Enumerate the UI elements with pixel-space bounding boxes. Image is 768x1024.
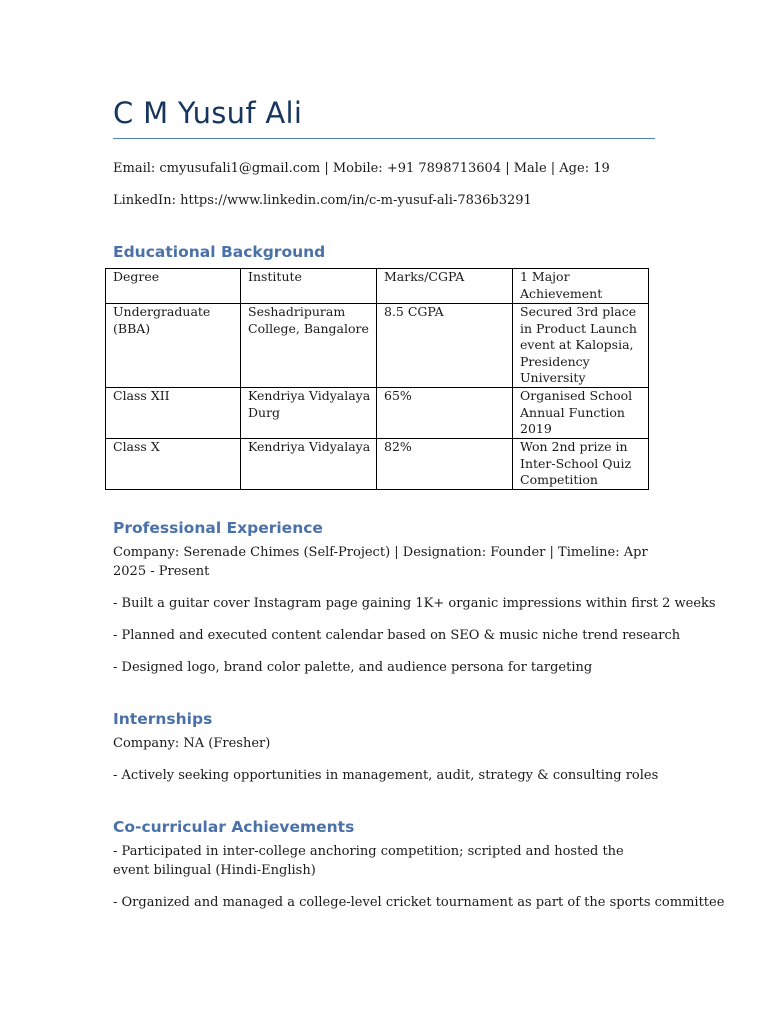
table-cell: Undergraduate (BBA) — [106, 304, 241, 388]
table-cell: Class X — [106, 439, 241, 490]
table-cell: Class XII — [106, 388, 241, 439]
internships-heading: Internships — [113, 710, 213, 728]
table-cell: 65% — [377, 388, 513, 439]
experience-bullet: - Designed logo, brand color palette, and audience persona for targeting — [113, 660, 593, 675]
contact-line: Email: cmyusufali1@gmail.com | Mobile: +91 7898713604 | Male | Age: 19 — [113, 161, 610, 176]
table-cell: Seshadripuram College, Bangalore — [241, 304, 377, 388]
education-table — [105, 268, 649, 490]
table-cell: Secured 3rd place in Product Launch event at Kalopsia, Presidency University — [513, 304, 649, 388]
internship-company: Company: NA (Fresher) — [113, 736, 271, 751]
cocurricular-bullet: - Participated in inter-college anchoring competition; scripted and hosted the event bilingual (Hindi-English) — [113, 844, 624, 878]
name-underline — [113, 138, 655, 139]
table-cell: Won 2nd prize in Inter-School Quiz Competition — [513, 439, 649, 490]
column-header-degree: Degree — [106, 269, 241, 304]
table-cell: Kendriya Vidyalaya — [241, 439, 377, 490]
education-heading: Educational Background — [113, 243, 326, 261]
table-row — [106, 304, 649, 388]
table-row — [106, 388, 649, 439]
column-header-institute: Institute — [241, 269, 377, 304]
experience-bullet: - Built a guitar cover Instagram page gaining 1K+ organic impressions within first 2 weeks — [113, 596, 716, 611]
internship-bullet: - Actively seeking opportunities in management, audit, strategy & consulting roles — [113, 768, 659, 783]
table-cell: 82% — [377, 439, 513, 490]
linkedin-line: LinkedIn: https://www.linkedin.com/in/c-m-yusuf-ali-7836b3291 — [113, 193, 532, 208]
table-cell: 8.5 CGPA — [377, 304, 513, 388]
table-cell: Kendriya Vidyalaya Durg — [241, 388, 377, 439]
education-table-header-row — [106, 269, 649, 304]
cocurricular-bullet: - Organized and managed a college-level cricket tournament as part of the sports committee — [113, 895, 725, 910]
cocurricular-heading: Co-curricular Achievements — [113, 818, 355, 836]
candidate-name: C M Yusuf Ali — [113, 96, 303, 130]
table-row — [106, 439, 649, 490]
column-header-marks: Marks/CGPA — [377, 269, 513, 304]
experience-heading: Professional Experience — [113, 519, 323, 537]
column-header-achievement: 1 Major Achievement — [513, 269, 649, 304]
table-cell: Organised School Annual Function 2019 — [513, 388, 649, 439]
experience-bullet: - Planned and executed content calendar based on SEO & music niche trend research — [113, 628, 681, 643]
experience-summary: Company: Serenade Chimes (Self-Project) | Designation: Founder | Timeline: Apr 2025 - Present — [113, 545, 648, 579]
